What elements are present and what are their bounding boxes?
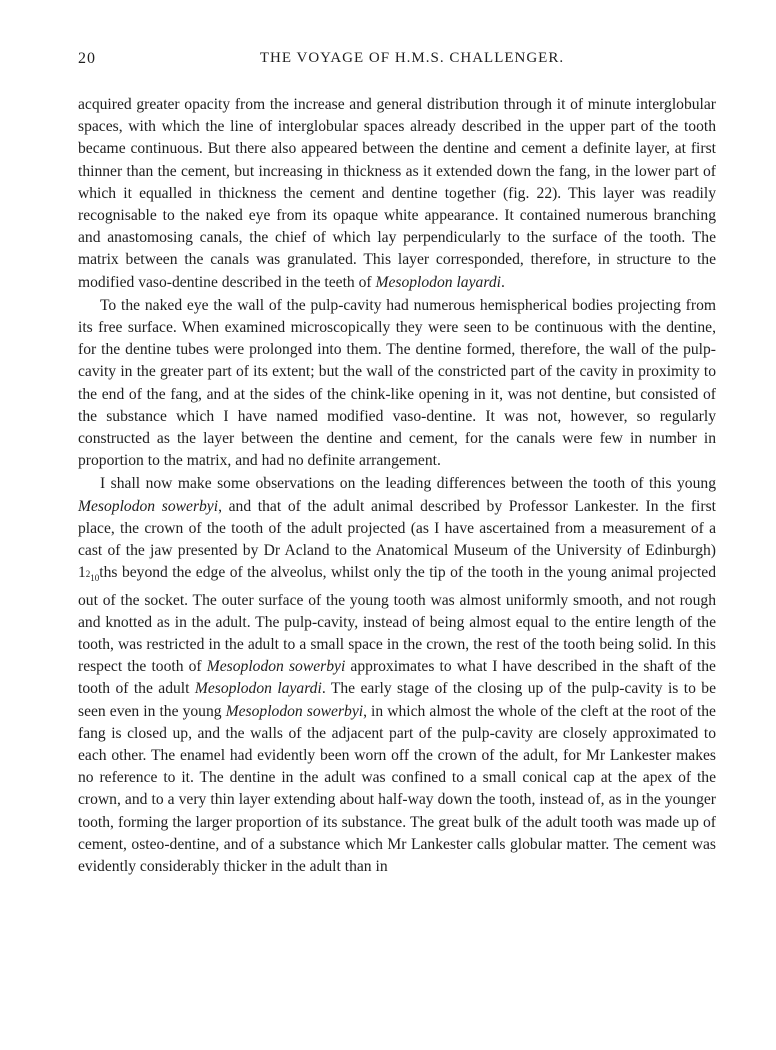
text-run: approximates to what I have described in the shaft of the tooth of the adult xyxy=(78,658,716,698)
species-name: Mesoplodon sowerbyi xyxy=(78,497,219,515)
paragraph-3 xyxy=(78,473,716,878)
species-name: Mesoplodon layardi xyxy=(194,680,322,698)
paragraph-2: To the naked eye the wall of the pulp-cavity had numerous hemispherical bodies projecting from its free surface. When examined microscopically they were seen to be continuous with the dentine, for the dentine tubes were prolonged into them. The dentine formed, therefore, the wall of the pulp-cavity in the greater part of its extent; but the wall of the constricted part of the cavity in proximity to the end of the fang, and at the sides of the chink-like opening in it, was not dentine, but consisted of the substance which I have named modified vaso-dentine. It was not, however, so regularly constructed as the layer between the dentine and cement, for the canals were few in number in proportion to the matrix, and had no definite arrangement. xyxy=(78,296,716,470)
text-run: acquired greater opacity from the increase and general distribution through it of minute interglobular spaces, with which the line of interglobular spaces already described in the upper part of the tooth became continuous. But there also appeared between the dentine and cement a definite layer, at first thinner than the cement, but increasing in thickness as it extended down the fang, in the lower part of which it equalled in thickness the cement and dentine together (fig. 22). This layer was readily recognisable to the naked eye from its opaque white appearance. It contained numerous branching and anastomosing canals, the chief of which lay perpendicularly to the surface of the tooth. The matrix between the canals was granulated. This layer corresponded, therefore, in structure to the modified vaso-dentine described in the teeth of xyxy=(78,96,716,291)
species-name: Mesoplodon sowerbyi xyxy=(206,658,346,676)
text-run: . The early stage of the closing up of the pulp-cavity is to be seen even in the young xyxy=(78,680,717,720)
text-run: . xyxy=(500,273,505,291)
fraction-numerator: 2 xyxy=(85,569,91,580)
fraction-denominator: 10 xyxy=(90,573,100,584)
species-name: Mesoplodon layardi xyxy=(375,273,501,291)
text-run: I shall now make some observations on the leading differences between the tooth of this young xyxy=(100,475,716,493)
running-title: THE VOYAGE OF H.M.S. CHALLENGER. xyxy=(259,50,565,66)
text-run: , in which almost the whole of the cleft at the root of the fang is closed up, and the walls of the adjacent part of the pulp-cavity are closely approximated to each other. The enamel had evidently been worn off the crown of the adult, for Mr Lankester makes no reference to it. The dentine in the adult was confined to a small conical cap at the apex of the crown, and to a very thin layer extending about half-way down the tooth, instead of, as in the younger tooth, forming the larger proportion of its substance. The great bulk of the adult tooth was made up of cement, osteo-dentine, and of a substance which Mr Lankester calls globular matter. The cement was evidently considerably thicker in the adult than in xyxy=(78,702,716,876)
text-run: ths beyond the edge of the alveolus, whilst only the tip of the tooth in the young animal projected out of the socket. The outer surface of the young tooth was almost uniformly smooth, and not rough and knotted as in the adult. The pulp-cavity, instead of being almost equal to the entire length of the tooth, was restricted in the adult to a small space in the crown, the rest of the tooth being solid. In this respect the tooth of xyxy=(78,564,716,676)
species-name: Mesoplodon sowerbyi xyxy=(225,702,364,720)
running-header xyxy=(78,50,716,76)
text-run: , and that of the adult animal described by Professor Lankester. In the first place, the crown of the tooth of the adult projected (as I have ascertained from a measurement of a cast of the jaw presented by Dr Acland to the Anatomical Museum of the University of Edinburgh) 1 xyxy=(78,497,716,582)
fraction xyxy=(85,569,100,584)
paragraph-1 xyxy=(78,94,716,294)
page-number: 20 xyxy=(78,50,96,67)
